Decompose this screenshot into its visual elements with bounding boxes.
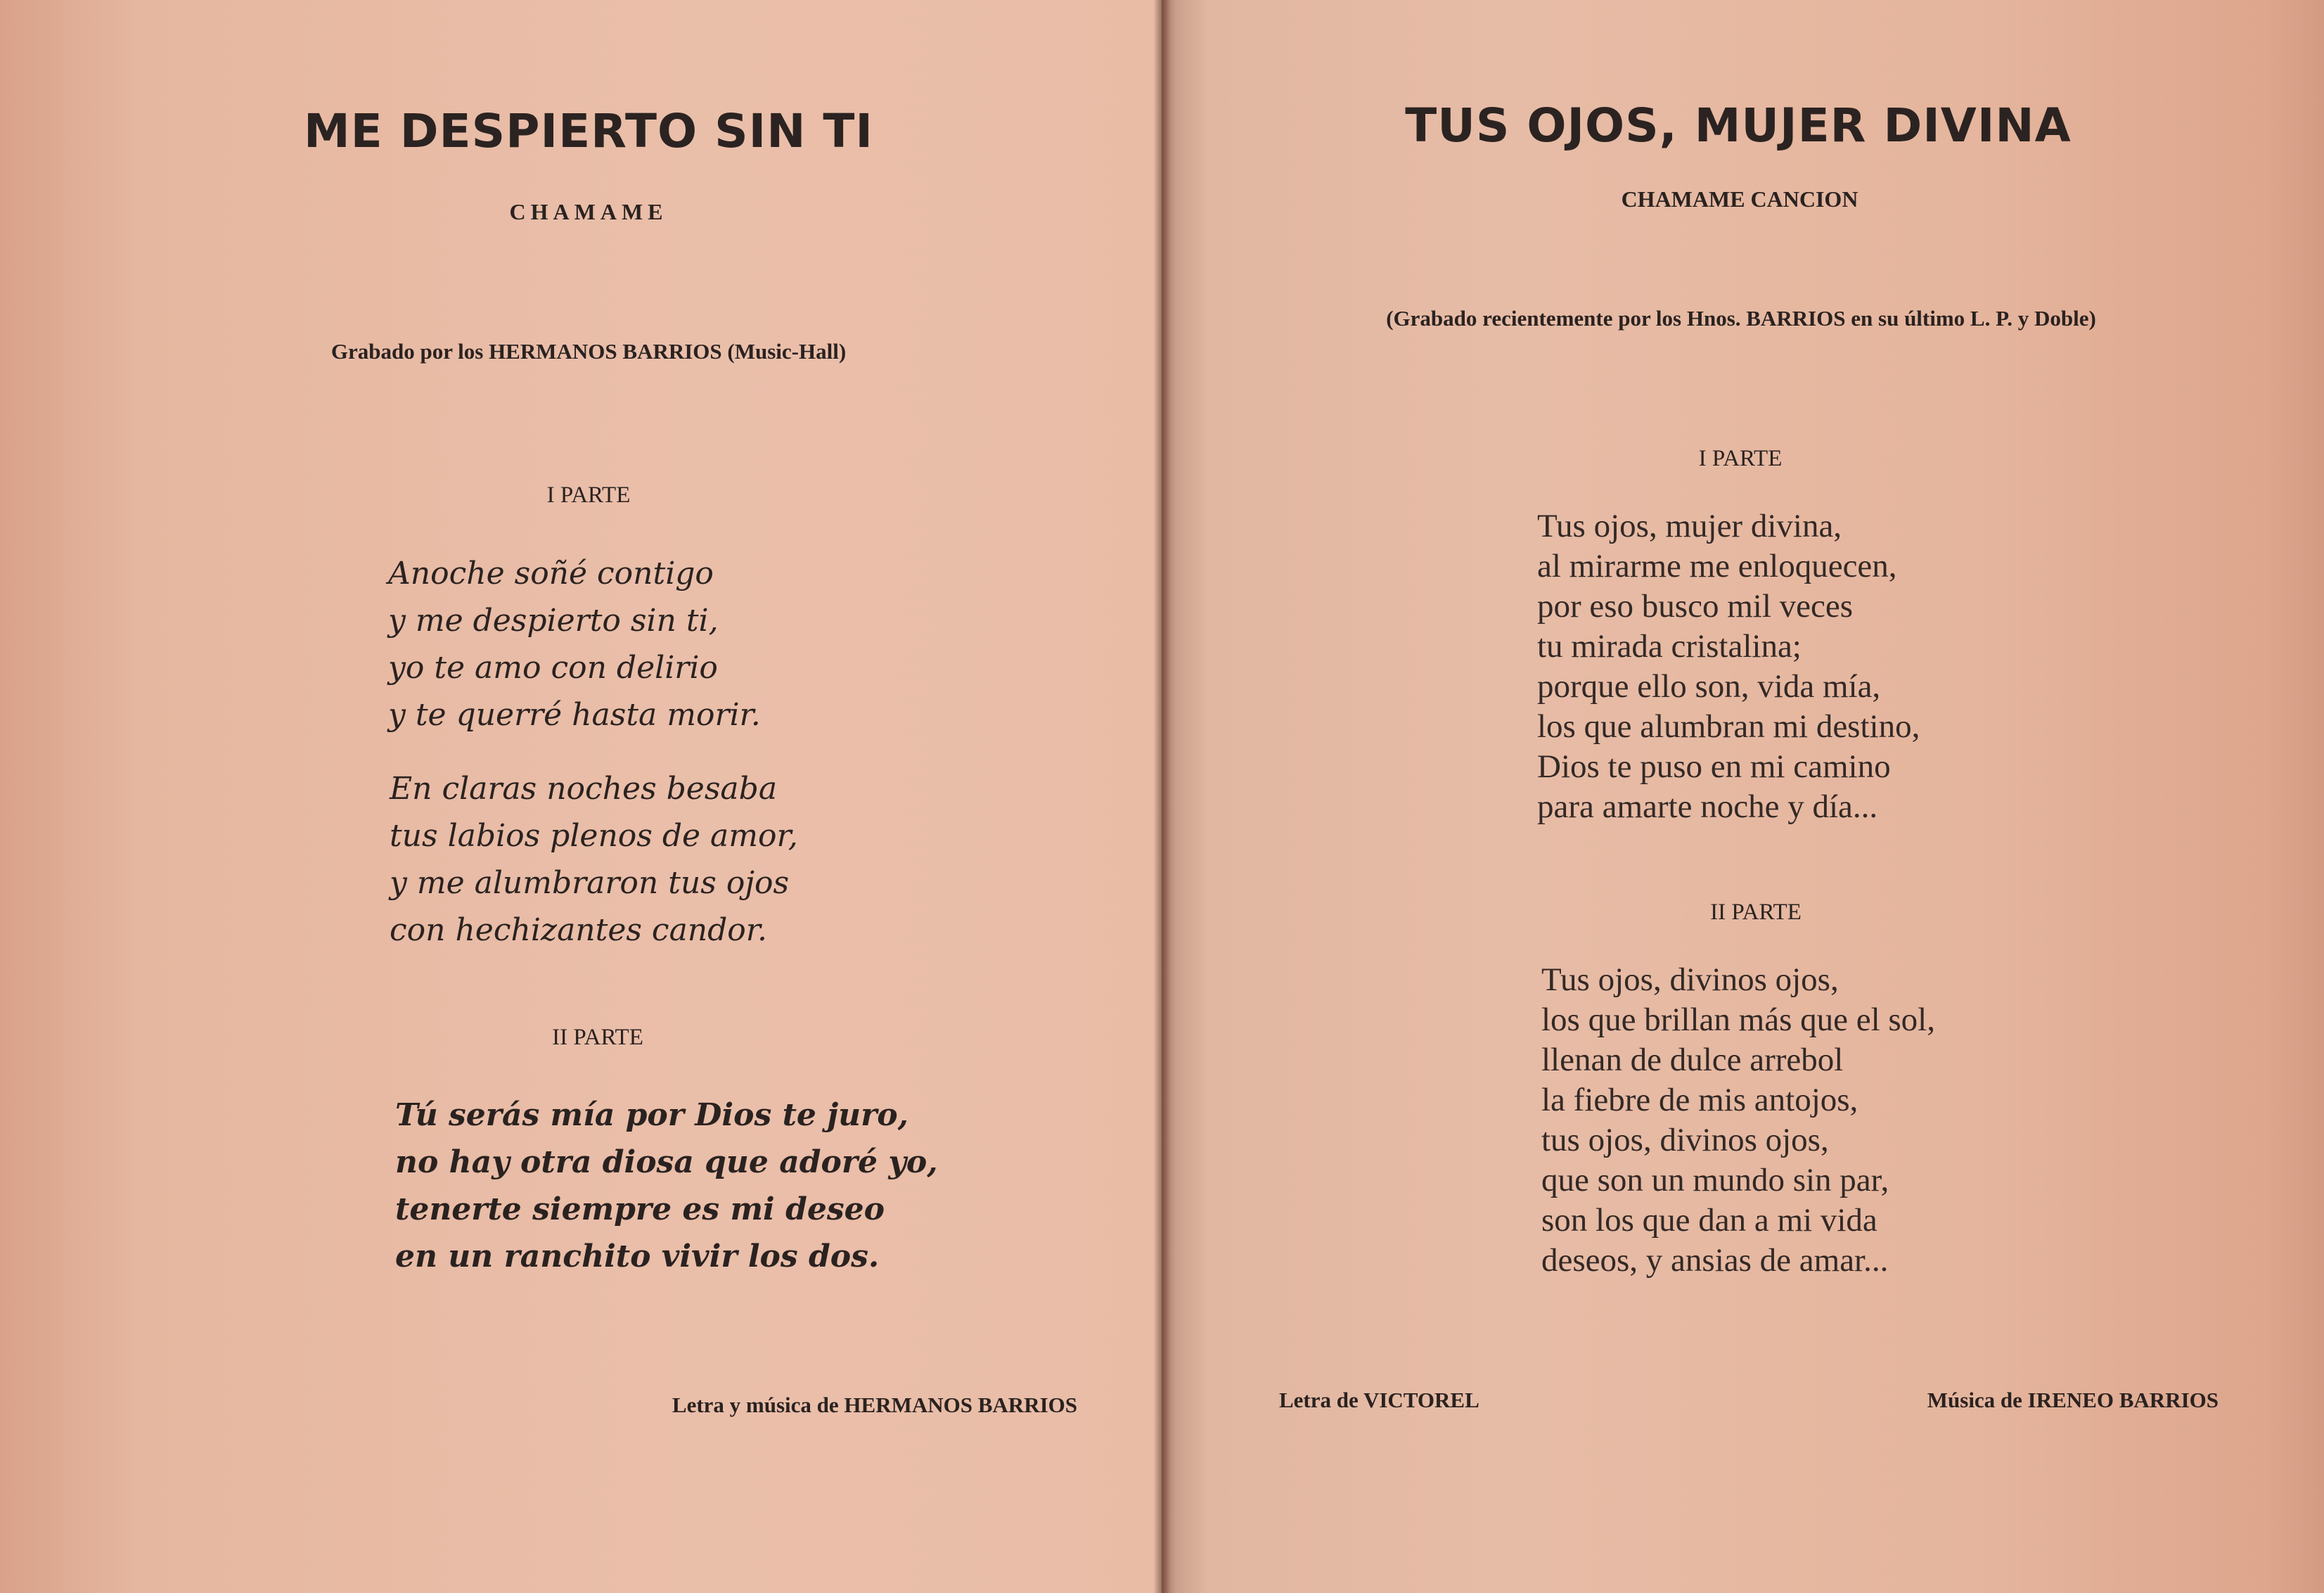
- recording-credit: Grabado por los HERMANOS BARRIOS (Music-Hall): [330, 339, 847, 364]
- lyric-line: no hay otra diosa que adoré yo,: [395, 1144, 938, 1180]
- stanza-1: [1537, 506, 1920, 827]
- lyric-line: para amarte noche y día...: [1537, 788, 1878, 825]
- lyric-line: Dios te puso en mi camino: [1537, 748, 1891, 785]
- lyric-line: porque ello son, vida mía,: [1537, 668, 1881, 705]
- part-heading-2: II PARTE: [552, 1025, 643, 1050]
- lyric-line: llenan de dulce arrebol: [1541, 1042, 1844, 1078]
- song-genre: CHAMAME: [509, 199, 668, 224]
- music-credit: Música de IRENEO BARRIOS: [1927, 1388, 2219, 1412]
- song-title: TUS OJOS, MUJER DIVINA: [1405, 98, 2072, 153]
- lyric-line: tus ojos, divinos ojos,: [1541, 1122, 1829, 1158]
- lyric-line: tus labios plenos de amor,: [390, 818, 798, 854]
- lyric-line: tenerte siempre es mi deseo: [395, 1191, 885, 1227]
- lyric-line: por eso busco mil veces: [1537, 588, 1854, 625]
- part-heading-2: II PARTE: [1710, 900, 1802, 925]
- song-genre: CHAMAME CANCION: [1621, 186, 1858, 212]
- lyric-line: En claras noches besaba: [390, 771, 778, 807]
- song-title: ME DESPIERTO SIN TI: [303, 104, 874, 158]
- lyric-line: en un ranchito vivir los dos.: [395, 1239, 880, 1274]
- part-heading-1: I PARTE: [1698, 446, 1783, 471]
- stanza-2: [390, 765, 798, 954]
- lyric-line: y me alumbraron tus ojos: [390, 865, 790, 901]
- part-heading-1: I PARTE: [546, 482, 631, 508]
- lyric-line: Tú serás mía por Dios te juro,: [395, 1097, 909, 1133]
- right-page: [1162, 0, 2324, 1593]
- lyrics-credit: Letra de VICTOREL: [1279, 1388, 1479, 1412]
- author-credit: Letra y música de HERMANOS BARRIOS: [672, 1393, 1077, 1417]
- lyric-line: deseos, y ansias de amar...: [1541, 1242, 1889, 1279]
- lyric-line: son los que dan a mi vida: [1541, 1202, 1877, 1239]
- lyric-line: y me despierto sin ti,: [388, 603, 719, 639]
- lyric-line: al mirarme me enloquecen,: [1537, 548, 1897, 584]
- lyric-line: yo te amo con delirio: [388, 650, 718, 686]
- lyric-line: Tus ojos, mujer divina,: [1537, 508, 1842, 544]
- stanza-2: [1541, 960, 1935, 1281]
- lyric-line: con hechizantes candor.: [390, 912, 767, 948]
- lyric-line: que son un mundo sin par,: [1541, 1162, 1889, 1198]
- lyric-line: Tus ojos, divinos ojos,: [1541, 961, 1839, 998]
- lyric-line: tu mirada cristalina;: [1537, 628, 1802, 665]
- lyric-line: los que alumbran mi destino,: [1537, 708, 1920, 745]
- lyric-line: Anoche soñé contigo: [388, 556, 714, 591]
- lyric-line: la fiebre de mis antojos,: [1541, 1082, 1858, 1118]
- lyric-line: los que brillan más que el sol,: [1541, 1002, 1935, 1038]
- lyric-line: y te querré hasta morir.: [388, 697, 761, 733]
- stanza-1: [388, 550, 761, 738]
- recording-credit: (Grabado recientemente por los Hnos. BARRIOS en su último L. P. y Doble): [1386, 306, 2096, 331]
- book-spine: [1153, 0, 1170, 1593]
- stanza-3: [395, 1092, 938, 1280]
